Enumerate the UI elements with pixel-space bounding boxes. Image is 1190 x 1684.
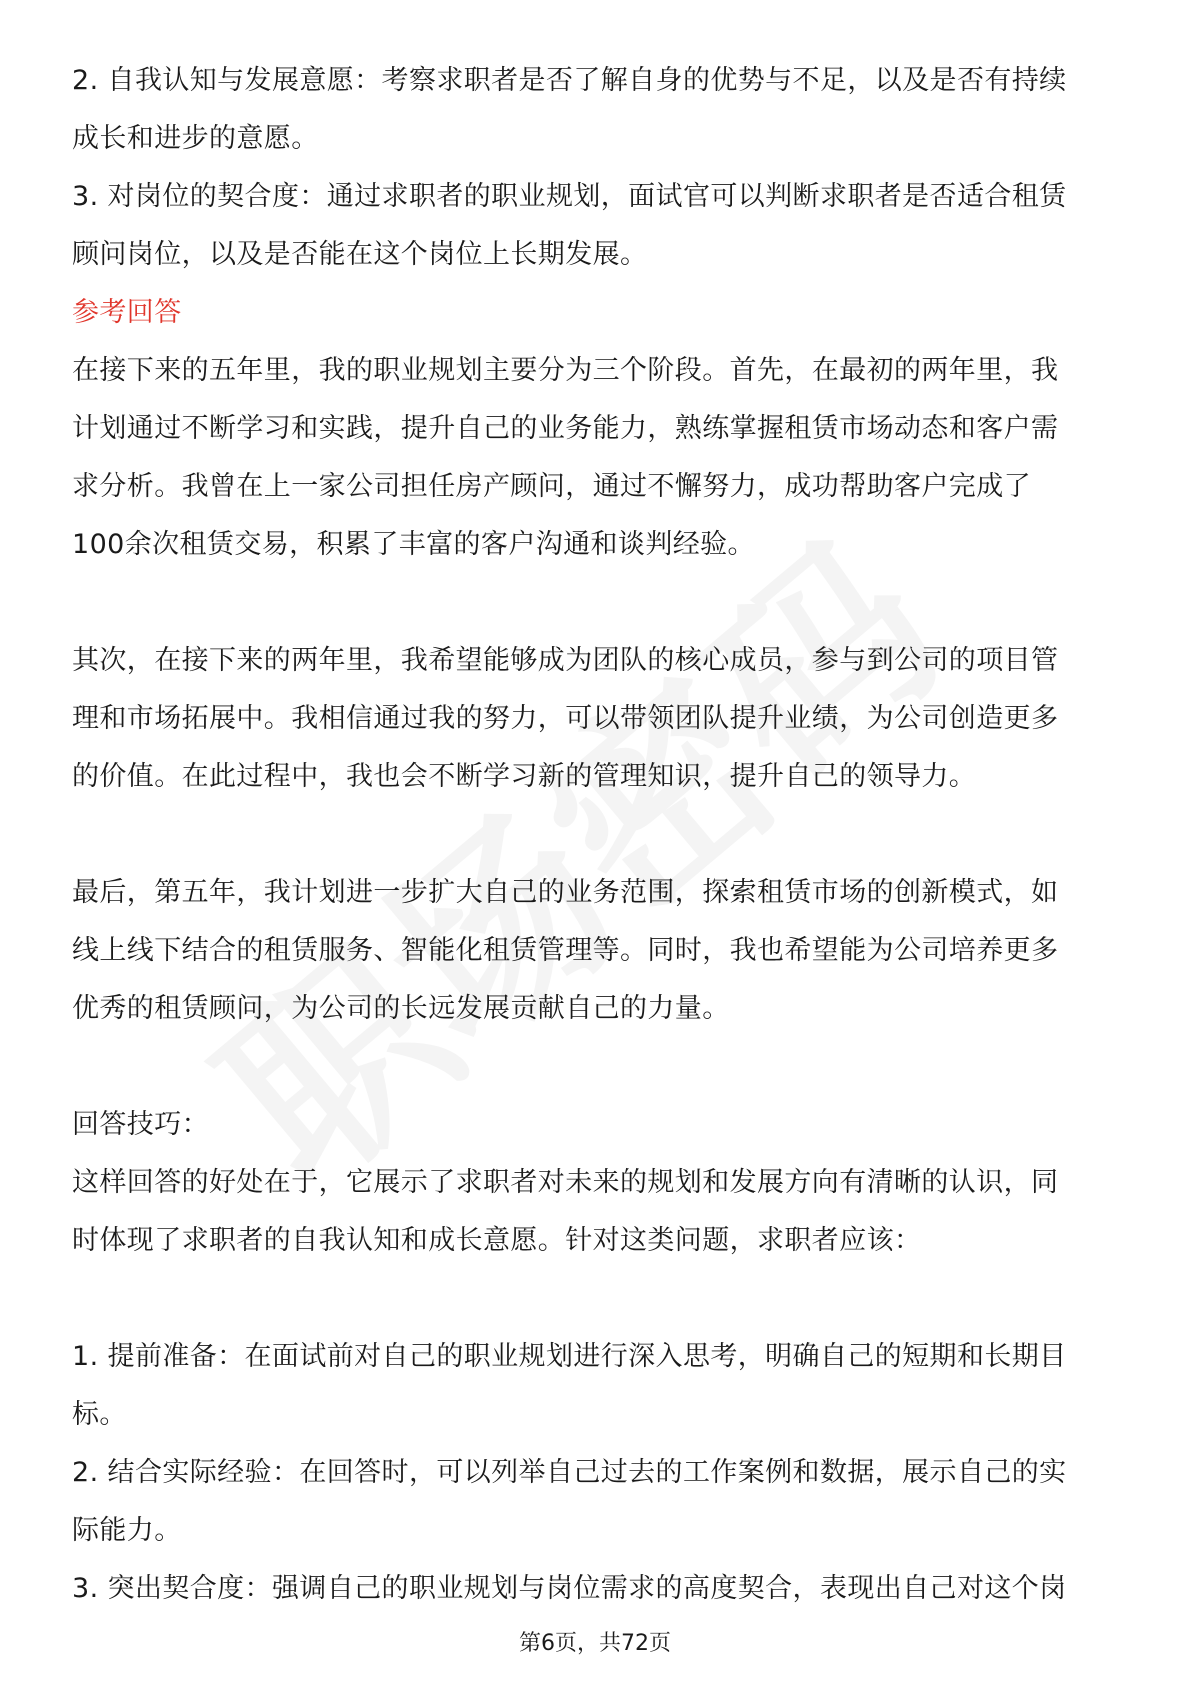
answer-paragraph-2-line-3: 的价值。在此过程中，我也会不断学习新的管理知识，提升自己的领导力。 [72, 761, 977, 792]
answer-paragraph-3-line-1: 最后，第五年，我计划进一步扩大自己的业务范围，探索租赁市场的创新模式，如 [72, 877, 1059, 908]
answer-paragraph-2-line-2: 理和市场拓展中。我相信通过我的努力，可以带领团队提升业绩，为公司创造更多 [72, 703, 1059, 734]
list-item-3-line-2: 顾问岗位，以及是否能在这个岗位上长期发展。 [72, 239, 648, 270]
list-item-2-line-1: 2. 自我认知与发展意愿：考察求职者是否了解自身的优势与不足，以及是否有持续 [72, 65, 1067, 96]
tip-1-line-1: 1. 提前准备：在面试前对自己的职业规划进行深入思考，明确自己的短期和长期目 [72, 1341, 1067, 1372]
page-number: 第6页，共72页 [519, 1631, 671, 1656]
tip-2-line-1: 2. 结合实际经验：在回答时，可以列举自己过去的工作案例和数据，展示自己的实 [72, 1457, 1067, 1488]
answer-paragraph-3-line-2: 线上线下结合的租赁服务、智能化租赁管理等。同时，我也希望能为公司培养更多 [72, 935, 1059, 966]
paragraph-gap [72, 806, 1122, 864]
answer-paragraph-1-line-4: 100余次租赁交易，积累了丰富的客户沟通和谈判经验。 [72, 529, 755, 560]
tip-1-line-2: 标。 [72, 1399, 127, 1430]
answer-paragraph-2-line-1: 其次，在接下来的两年里，我希望能够成为团队的核心成员，参与到公司的项目管 [72, 645, 1059, 676]
answer-paragraph-1-line-2: 计划通过不断学习和实践，提升自己的业务能力，熟练掌握租赁市场动态和客户需 [72, 413, 1059, 444]
list-item-3-line-1: 3. 对岗位的契合度：通过求职者的职业规划，面试官可以判断求职者是否适合租赁 [72, 181, 1067, 212]
section-heading-reference-answer: 参考回答 [72, 297, 182, 328]
paragraph-gap [72, 1038, 1122, 1096]
tips-title: 回答技巧： [72, 1109, 209, 1140]
paragraph-gap [72, 574, 1122, 632]
tips-intro-line-1: 这样回答的好处在于，它展示了求职者对未来的规划和发展方向有清晰的认识，同 [72, 1167, 1059, 1198]
list-item-2-line-2: 成长和进步的意愿。 [72, 123, 319, 154]
answer-paragraph-3-line-3: 优秀的租赁顾问，为公司的长远发展贡献自己的力量。 [72, 993, 730, 1024]
answer-paragraph-1-line-1: 在接下来的五年里，我的职业规划主要分为三个阶段。首先，在最初的两年里，我 [72, 355, 1059, 386]
paragraph-gap [72, 1270, 1122, 1328]
document-body [72, 52, 1122, 1618]
tip-3-line-1: 3. 突出契合度：强调自己的职业规划与岗位需求的高度契合，表现出自己对这个岗 [72, 1573, 1067, 1604]
tips-intro-line-2: 时体现了求职者的自我认知和成长意愿。针对这类问题，求职者应该： [72, 1225, 922, 1256]
tip-2-line-2: 际能力。 [72, 1515, 182, 1546]
answer-paragraph-1-line-3: 求分析。我曾在上一家公司担任房产顾问，通过不懈努力，成功帮助客户完成了 [72, 471, 1031, 502]
